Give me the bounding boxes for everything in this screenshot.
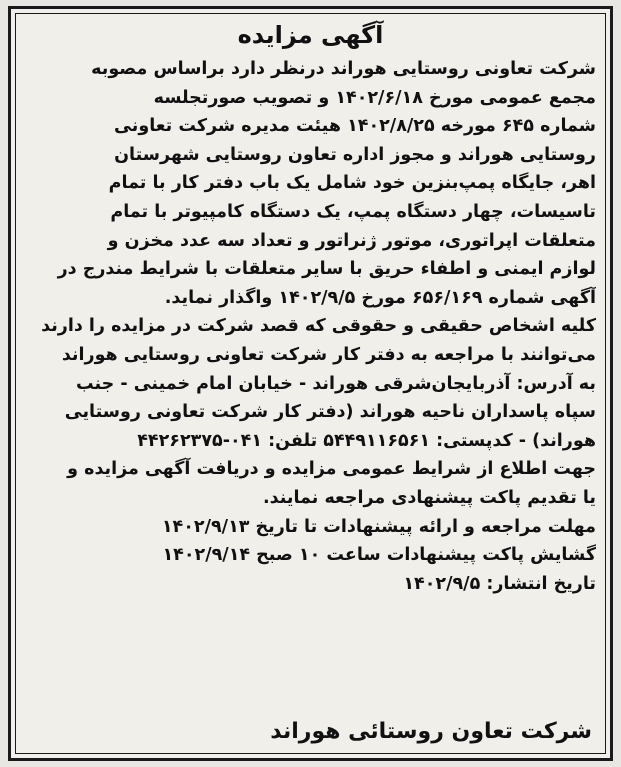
notice-paragraph-1: [25, 55, 596, 312]
notice-line: آگهی شماره ۶۵۶/۱۶۹ مورخ ۱۴۰۲/۹/۵ واگذار نماید.: [164, 287, 596, 308]
notice-content: [25, 17, 596, 598]
notice-line: کلیه اشخاص حقیقی و حقوقی که قصد شرکت در مزایده را دارند: [41, 316, 596, 337]
notice-line: هوراند) - کدپستی: ۵۴۴۹۱۱۶۵۶۱ تلفن: ۰۴۱-۴۴۲۶۲۳۷۵: [137, 430, 596, 451]
notice-line: جهت اطلاع از شرایط عمومی مزایده و دریافت آگهی مزایده و: [67, 459, 596, 480]
notice-line: اهر، جایگاه پمپ‌بنزین خود شامل یک باب دفتر کار با تمام: [108, 173, 596, 194]
notice-line: مجمع عمومی مورخ ۱۴۰۲/۶/۱۸ و تصویب صورتجلسه: [153, 87, 596, 108]
notice-paragraph-3: [25, 513, 596, 599]
notice-paragraph-2: [25, 312, 596, 512]
notice-frame: [8, 6, 613, 761]
notice-line: می‌توانند با مراجعه به دفتر کار شرکت تعاونی روستایی هوراند: [61, 344, 596, 365]
notice-line: لوازم ایمنی و اطفاء حریق با سایر متعلقات با شرایط مندرج در: [57, 259, 596, 280]
notice-line: متعلقات اپراتوری، موتور ژنراتور و تعداد سه عدد مخزن و: [107, 230, 596, 251]
notice-line: مهلت مراجعه و ارائه پیشنهادات تا تاریخ ۱۴۰۲/۹/۱۳: [161, 516, 596, 537]
notice-line: تاریخ انتشار: ۱۴۰۲/۹/۵: [403, 573, 596, 594]
notice-line: شماره ۶۴۵ مورخه ۱۴۰۲/۸/۲۵ هیئت مدیره شرکت تعاونی: [114, 116, 596, 137]
notice-signature: شرکت تعاون روستائی هوراند: [270, 719, 592, 744]
notice-title: آگهی مزایده: [237, 21, 384, 49]
notice-line: تاسیسات، چهار دستگاه پمپ، یک دستگاه کامپیوتر با تمام: [110, 201, 596, 222]
notice-line: گشایش پاکت پیشنهادات ساعت ۱۰ صبح ۱۴۰۲/۹/۱۴: [162, 545, 596, 566]
notice-line: سپاه پاسداران ناحیه هوراند (دفتر کار شرکت تعاونی روستایی: [64, 402, 596, 423]
notice-line: به آدرس: آذربایجان‌شرقی هوراند - خیابان امام خمینی - جنب: [75, 373, 596, 394]
notice-line: یا تقدیم پاکت پیشنهادی مراجعه نمایند.: [263, 487, 596, 508]
notice-line: شرکت تعاونی روستایی هوراند درنظر دارد براساس مصوبه: [91, 59, 596, 79]
notice-line: روستایی هوراند و مجوز اداره تعاون روستایی شهرستان: [114, 144, 596, 165]
